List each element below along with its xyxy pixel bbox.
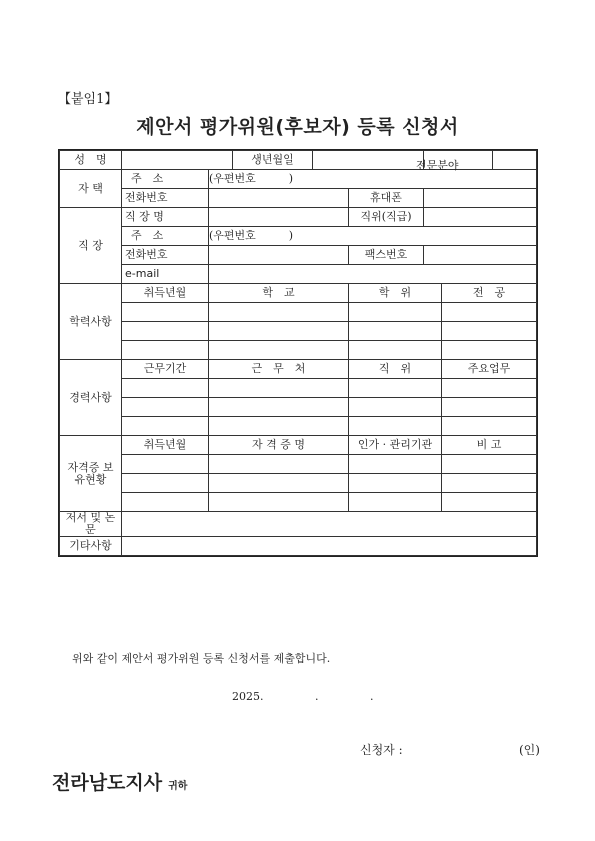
publications-label: 저서 및 논문 — [60, 512, 122, 537]
career-header: 근 무 처 — [209, 360, 349, 379]
home-label: 자 택 — [60, 170, 122, 208]
company-value[interactable] — [209, 208, 349, 227]
publications-value[interactable] — [122, 512, 537, 537]
work-name-row — [60, 208, 537, 227]
field-cell[interactable] — [416, 151, 537, 172]
certificate-row — [60, 455, 537, 474]
home-address-cell — [122, 170, 209, 189]
date-month-dot: . — [315, 690, 319, 703]
certificate-row — [60, 493, 537, 512]
work-phone-value[interactable] — [209, 246, 349, 265]
career-cell[interactable] — [122, 379, 209, 398]
certificate-cell[interactable] — [442, 474, 537, 493]
home-phone-value[interactable] — [209, 189, 349, 208]
career-row — [60, 417, 537, 436]
work-phone-row — [60, 246, 537, 265]
career-header-row — [60, 360, 537, 379]
education-cell[interactable] — [349, 341, 442, 360]
email-label: e-mail — [122, 265, 209, 284]
recipient-name: 전라남도지사 — [52, 772, 163, 794]
mobile-label: 휴대폰 — [349, 189, 424, 208]
education-header: 전 공 — [442, 284, 537, 303]
education-cell[interactable] — [209, 322, 349, 341]
career-cell[interactable] — [442, 379, 537, 398]
certificate-header: 인가 · 관리기관 — [349, 436, 442, 455]
certificate-header: 취득년월 — [122, 436, 209, 455]
certificate-cell[interactable] — [122, 455, 209, 474]
form-title: 제안서 평가위원(후보자) 등록 신청서 — [136, 116, 459, 138]
career-header: 직 위 — [349, 360, 442, 379]
education-label: 학력사항 — [60, 284, 122, 360]
education-cell[interactable] — [442, 341, 537, 360]
education-row — [60, 303, 537, 322]
certificate-cell[interactable] — [209, 455, 349, 474]
etc-label: 기타사항 — [60, 537, 122, 556]
career-cell[interactable] — [122, 417, 209, 436]
education-cell[interactable] — [122, 341, 209, 360]
education-cell[interactable] — [442, 303, 537, 322]
certificate-cell[interactable] — [209, 493, 349, 512]
name-value[interactable] — [122, 151, 233, 170]
education-header: 학 교 — [209, 284, 349, 303]
registration-form-table — [59, 150, 537, 556]
certificate-cell[interactable] — [349, 455, 442, 474]
home-phone-label: 전화번호 — [122, 189, 209, 208]
education-cell[interactable] — [122, 303, 209, 322]
education-header-row — [60, 284, 537, 303]
home-address-value[interactable] — [209, 170, 537, 189]
education-header: 학 위 — [349, 284, 442, 303]
certificate-cell[interactable] — [122, 474, 209, 493]
education-cell[interactable] — [209, 303, 349, 322]
career-row — [60, 379, 537, 398]
birth-label: 생년월일 — [233, 151, 313, 170]
education-cell[interactable] — [122, 322, 209, 341]
field-divider — [492, 151, 493, 169]
date-line — [232, 690, 374, 703]
work-address-value[interactable] — [209, 227, 537, 246]
certificate-cell[interactable] — [349, 493, 442, 512]
company-label: 직 장 명 — [122, 208, 209, 227]
date-day-dot: . — [370, 690, 374, 703]
name-row — [60, 151, 537, 170]
etc-value[interactable] — [122, 537, 537, 556]
statement-text: 위와 같이 제안서 평가위원 등록 신청서를 제출합니다. — [72, 652, 331, 665]
recipient-suffix: 귀하 — [168, 781, 188, 792]
position-value[interactable] — [424, 208, 537, 227]
work-address-row — [60, 227, 537, 246]
certificate-cell[interactable] — [442, 493, 537, 512]
work-zip: (우편번호 ) — [209, 229, 294, 242]
career-cell[interactable] — [349, 398, 442, 417]
certificate-label: 자격증 보유현황 — [60, 436, 122, 512]
career-cell[interactable] — [349, 417, 442, 436]
career-cell[interactable] — [442, 398, 537, 417]
certificate-cell[interactable] — [209, 474, 349, 493]
fax-label: 팩스번호 — [349, 246, 424, 265]
career-header: 근무기간 — [122, 360, 209, 379]
certificate-header: 비 고 — [442, 436, 537, 455]
home-address-row — [60, 170, 537, 189]
name-label: 성 명 — [60, 151, 122, 170]
attachment-label: 【붙임1】 — [58, 92, 118, 107]
career-header: 주요업무 — [442, 360, 537, 379]
career-cell[interactable] — [209, 398, 349, 417]
career-cell[interactable] — [122, 398, 209, 417]
seal-label: (인) — [519, 743, 540, 757]
career-cell[interactable] — [209, 417, 349, 436]
education-cell[interactable] — [442, 322, 537, 341]
education-row — [60, 322, 537, 341]
career-cell[interactable] — [349, 379, 442, 398]
certificate-cell[interactable] — [442, 455, 537, 474]
birth-value[interactable] — [313, 151, 424, 170]
certificate-cell[interactable] — [122, 493, 209, 512]
home-address-label: 주 소 — [131, 172, 164, 185]
certificate-cell[interactable] — [349, 474, 442, 493]
certificate-row — [60, 474, 537, 493]
work-address-label: 주 소 — [122, 227, 209, 246]
work-phone-label: 전화번호 — [122, 246, 209, 265]
email-value[interactable] — [209, 265, 537, 284]
applicant-label: 신청자 : — [360, 743, 403, 757]
recipient — [52, 768, 187, 795]
mobile-value[interactable] — [424, 189, 537, 208]
career-cell[interactable] — [209, 379, 349, 398]
home-phone-row — [60, 189, 537, 208]
certificate-header-row — [60, 436, 537, 455]
etc-row — [60, 537, 537, 556]
career-cell[interactable] — [442, 417, 537, 436]
field-label: 전문분야 — [416, 159, 459, 172]
home-zip: (우편번호 ) — [209, 172, 294, 185]
date-year: 2025. — [232, 690, 264, 703]
position-label: 직위(직급) — [349, 208, 424, 227]
work-label: 직 장 — [60, 208, 122, 284]
work-email-row — [60, 265, 537, 284]
publications-row — [60, 512, 537, 537]
education-header: 취득년월 — [122, 284, 209, 303]
career-label: 경력사항 — [60, 360, 122, 436]
fax-value[interactable] — [424, 246, 537, 265]
education-row — [60, 341, 537, 360]
certificate-header: 자 격 증 명 — [209, 436, 349, 455]
education-cell[interactable] — [349, 322, 442, 341]
education-cell[interactable] — [209, 341, 349, 360]
career-row — [60, 398, 537, 417]
education-cell[interactable] — [349, 303, 442, 322]
